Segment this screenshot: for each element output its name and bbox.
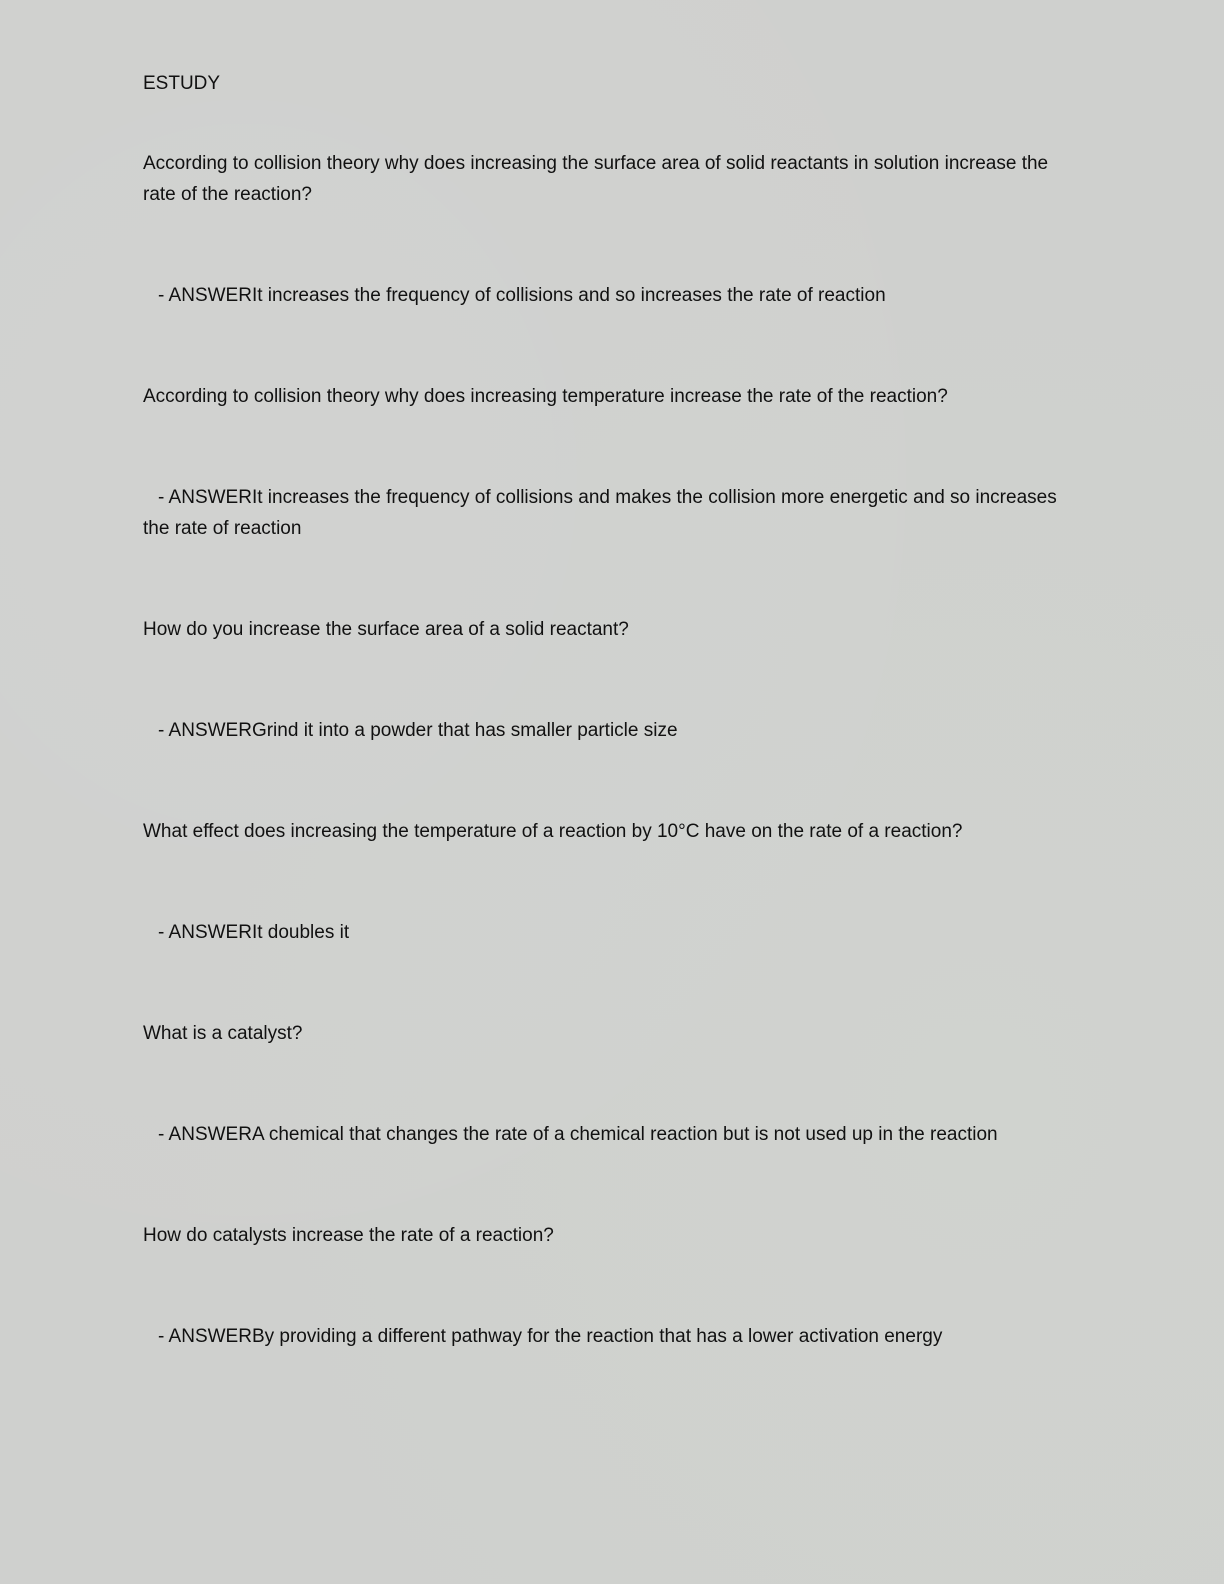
answer-text: - ANSWERIt increases the frequency of collisions and so increases the rate of reaction — [158, 285, 886, 306]
question-text: How do you increase the surface area of a solid reactant? — [143, 619, 629, 640]
question-text: What is a catalyst? — [143, 1023, 303, 1044]
answer-text: - ANSWERA chemical that changes the rate of a chemical reaction but is not used up in the reaction — [158, 1124, 998, 1145]
qa-item — [143, 614, 1083, 746]
qa-item — [143, 816, 1083, 948]
answer-text: - ANSWERGrind it into a powder that has smaller particle size — [158, 720, 678, 741]
answer-text: - ANSWERBy providing a different pathway for the reaction that has a lower activation energy — [158, 1326, 943, 1347]
qa-item — [143, 1018, 1083, 1150]
answer-text: - ANSWERIt increases the frequency of collisions and makes the collision more energetic and so increases the rate of reaction — [143, 487, 1057, 539]
qa-item — [143, 1220, 1083, 1352]
answer-text: - ANSWERIt doubles it — [158, 922, 350, 943]
question-text: How do catalysts increase the rate of a reaction? — [143, 1225, 554, 1246]
qa-item — [143, 381, 1083, 544]
document-content — [143, 70, 1083, 1422]
document-header: ESTUDY — [143, 73, 221, 94]
question-text: According to collision theory why does increasing the surface area of solid reactants in solution increase the rate of the reaction? — [143, 153, 1049, 205]
question-text: According to collision theory why does increasing temperature increase the rate of the reaction? — [143, 386, 948, 407]
qa-item — [143, 148, 1083, 311]
question-text: What effect does increasing the temperature of a reaction by 10°C have on the rate of a reaction? — [143, 821, 963, 842]
